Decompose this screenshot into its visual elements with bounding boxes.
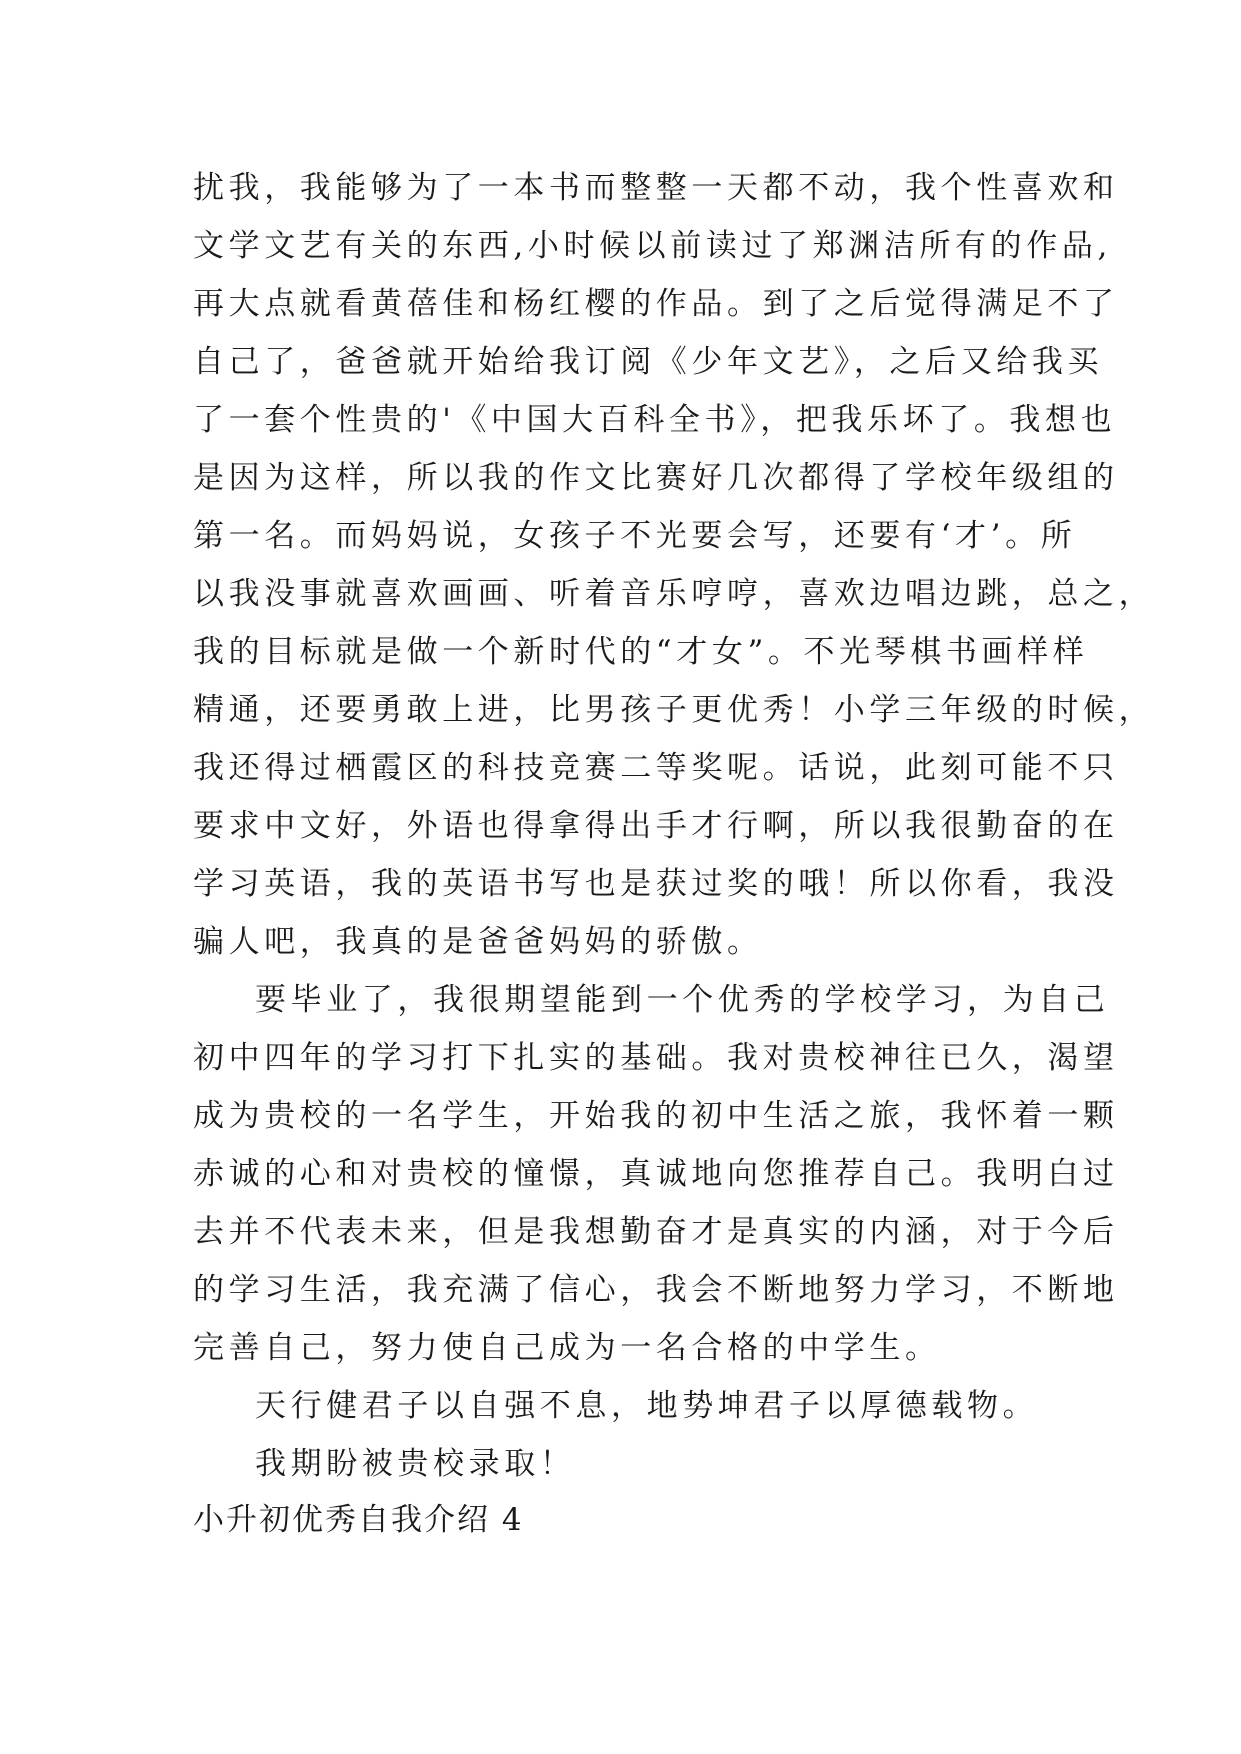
text-line: 初中四年的学习打下扎实的基础。我对贵校神往已久，渴望 [193,1040,1119,1076]
text-line: 要求中文好，外语也得拿得出手才行啊，所以我很勤奋的在 [193,808,1119,844]
text-line: 去并不代表未来，但是我想勤奋才是真实的内涵，对于今后 [193,1214,1119,1250]
text-line: 完善自己，努力使自己成为一名合格的中学生。 [193,1330,941,1366]
text-line: 我还得过栖霞区的科技竞赛二等奖呢。话说，此刻可能不只 [193,750,1119,786]
text-line: 赤诚的心和对贵校的憧憬，真诚地向您推荐自己。我明白过 [193,1156,1119,1192]
text-line: 了一套个性贵的'《中国大百科全书》，把我乐坏了。我想也 [193,402,1117,438]
text-line: 的学习生活，我充满了信心，我会不断地努力学习，不断地 [193,1272,1119,1308]
section-heading: 小升初优秀自我介绍 4 [193,1502,524,1538]
text-line: 精通，还要勇敢上进，比男孩子更优秀！小学三年级的时候， [193,692,1155,728]
closing-line: 我期盼被贵校录取！ [255,1446,576,1482]
paragraph-start-line: 要毕业了，我很期望能到一个优秀的学校学习，为自己 [255,982,1110,1018]
text-line: 学习英语，我的英语书写也是获过奖的哦！所以你看，我没 [193,866,1119,902]
text-line: 扰我，我能够为了一本书而整整一天都不动，我个性喜欢和 [193,170,1119,206]
quote-line: 天行健君子以自强不息，地势坤君子以厚德载物。 [255,1388,1039,1424]
text-line: 第一名。而妈妈说，女孩子不光要会写，还要有‘才’。所 [193,518,1077,554]
text-line: 我的目标就是做一个新时代的“才女”。不光琴棋书画样样 [193,634,1089,670]
text-line: 是因为这样，所以我的作文比赛好几次都得了学校年级组的 [193,460,1119,496]
text-line: 以我没事就喜欢画画、听着音乐哼哼，喜欢边唱边跳，总之， [193,576,1155,612]
text-line: 文学文艺有关的东西,小时候以前读过了郑渊洁所有的作品, [193,228,1112,264]
text-line: 骗人吧，我真的是爸爸妈妈的骄傲。 [193,924,763,960]
text-line: 成为贵校的一名学生，开始我的初中生活之旅，我怀着一颗 [193,1098,1119,1134]
text-line: 自己了，爸爸就开始给我订阅《少年文艺》，之后又给我买 [193,344,1104,380]
text-line: 再大点就看黄蓓佳和杨红樱的作品。到了之后觉得满足不了 [193,286,1119,322]
